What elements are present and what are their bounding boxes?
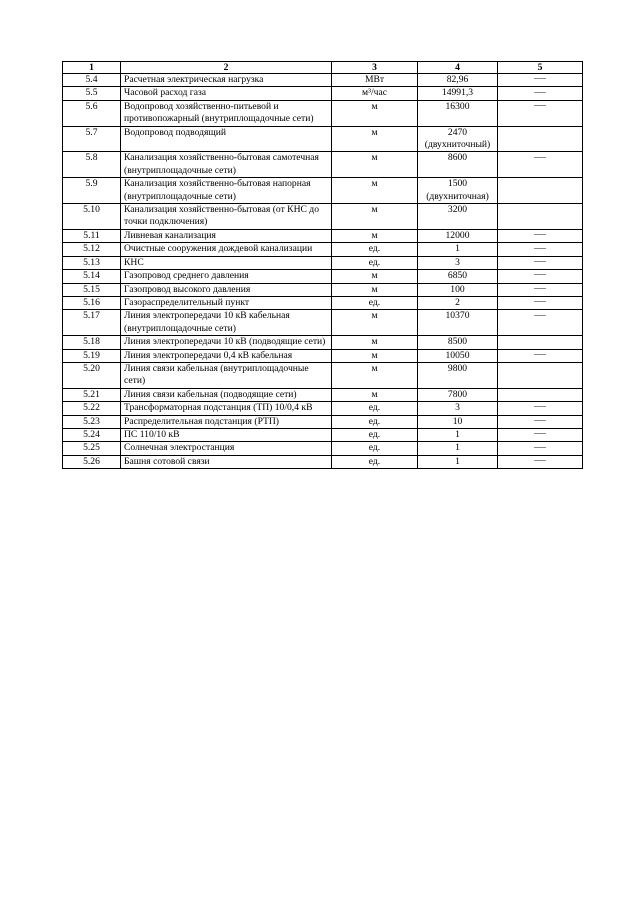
table-row xyxy=(63,310,583,336)
row-number: 5.20 xyxy=(63,362,121,388)
row-number: 5.21 xyxy=(63,388,121,401)
row-number: 5.24 xyxy=(63,428,121,441)
dash-mark xyxy=(534,433,546,434)
row-note xyxy=(498,229,583,242)
row-note xyxy=(498,243,583,256)
table-row xyxy=(63,270,583,283)
row-number: 5.22 xyxy=(63,402,121,415)
row-unit: ед. xyxy=(332,296,418,309)
row-note xyxy=(498,336,583,349)
row-number: 5.26 xyxy=(63,455,121,468)
table-row xyxy=(63,296,583,309)
row-unit: м xyxy=(332,283,418,296)
table-row xyxy=(63,415,583,428)
table-row xyxy=(63,100,583,126)
table-row xyxy=(63,442,583,455)
row-unit: м xyxy=(332,152,418,178)
table-row xyxy=(63,455,583,468)
row-number: 5.11 xyxy=(63,229,121,242)
row-note xyxy=(498,74,583,87)
row-quantity: 16300 xyxy=(418,100,498,126)
row-number: 5.16 xyxy=(63,296,121,309)
row-name: Башня сотовой связи xyxy=(121,455,332,468)
table-row xyxy=(63,349,583,362)
row-unit: ед. xyxy=(332,428,418,441)
row-quantity: 3 xyxy=(418,402,498,415)
table-row xyxy=(63,152,583,178)
row-unit: ед. xyxy=(332,455,418,468)
row-unit: ед. xyxy=(332,442,418,455)
row-note xyxy=(498,310,583,336)
dash-mark xyxy=(534,406,546,407)
row-name: Линия связи кабельная (подводящие сети) xyxy=(121,388,332,401)
row-unit: м xyxy=(332,229,418,242)
row-unit: м xyxy=(332,362,418,388)
row-unit: ед. xyxy=(332,415,418,428)
row-name: Солнечная электростанция xyxy=(121,442,332,455)
row-note xyxy=(498,204,583,230)
row-name: Канализация хозяйственно-бытовая самотечная (внутриплощадочные сети) xyxy=(121,152,332,178)
row-quantity: 2470 (двухниточный) xyxy=(418,126,498,152)
dash-mark xyxy=(534,248,546,249)
row-number: 5.5 xyxy=(63,87,121,100)
dash-mark xyxy=(534,92,546,93)
row-note xyxy=(498,428,583,441)
table-row xyxy=(63,388,583,401)
row-name: Канализация хозяйственно-бытовая (от КНС до точки подключения) xyxy=(121,204,332,230)
header-col-5: 5 xyxy=(498,62,583,74)
row-number: 5.12 xyxy=(63,243,121,256)
row-unit: м xyxy=(332,310,418,336)
header-row xyxy=(63,62,583,74)
row-unit: ед. xyxy=(332,243,418,256)
table-row xyxy=(63,178,583,204)
row-name: ПС 110/10 кВ xyxy=(121,428,332,441)
row-quantity: 10 xyxy=(418,415,498,428)
row-note xyxy=(498,402,583,415)
table-row xyxy=(63,362,583,388)
row-name: Линия электропередачи 0,4 кВ кабельная xyxy=(121,349,332,362)
row-name: Линия электропередачи 10 кВ кабельная (внутриплощадочные сети) xyxy=(121,310,332,336)
table-row xyxy=(63,243,583,256)
row-number: 5.10 xyxy=(63,204,121,230)
row-name: Канализация хозяйственно-бытовая напорная (внутриплощадочные сети) xyxy=(121,178,332,204)
row-number: 5.9 xyxy=(63,178,121,204)
row-name: Часовой расход газа xyxy=(121,87,332,100)
dash-mark xyxy=(534,78,546,79)
dash-mark xyxy=(534,261,546,262)
table-header xyxy=(63,62,583,74)
row-unit: м xyxy=(332,100,418,126)
table-row xyxy=(63,283,583,296)
row-unit: м xyxy=(332,388,418,401)
row-note xyxy=(498,256,583,269)
row-unit: м xyxy=(332,270,418,283)
row-name: Линия электропередачи 10 кВ (подводящие сети) xyxy=(121,336,332,349)
row-number: 5.4 xyxy=(63,74,121,87)
row-quantity: 8600 xyxy=(418,152,498,178)
row-quantity: 1500 (двухниточная) xyxy=(418,178,498,204)
row-name: Газопровод среднего давления xyxy=(121,270,332,283)
row-unit: м xyxy=(332,178,418,204)
row-number: 5.14 xyxy=(63,270,121,283)
row-unit: МВт xyxy=(332,74,418,87)
table-row xyxy=(63,428,583,441)
row-quantity: 1 xyxy=(418,455,498,468)
row-number: 5.15 xyxy=(63,283,121,296)
row-unit: м xyxy=(332,126,418,152)
row-name: Газораспределительный пункт xyxy=(121,296,332,309)
table-row xyxy=(63,87,583,100)
dash-mark xyxy=(534,288,546,289)
dash-mark xyxy=(534,234,546,235)
dash-mark xyxy=(534,315,546,316)
row-name: КНС xyxy=(121,256,332,269)
dash-mark xyxy=(534,105,546,106)
row-number: 5.13 xyxy=(63,256,121,269)
header-col-1: 1 xyxy=(63,62,121,74)
row-name: Распределительная подстанция (РТП) xyxy=(121,415,332,428)
row-note xyxy=(498,283,583,296)
row-quantity: 1 xyxy=(418,442,498,455)
row-name: Расчетная электрическая нагрузка xyxy=(121,74,332,87)
row-quantity: 10370 xyxy=(418,310,498,336)
row-quantity: 8500 xyxy=(418,336,498,349)
dash-mark xyxy=(534,274,546,275)
row-note xyxy=(498,126,583,152)
table-body xyxy=(63,74,583,469)
row-note xyxy=(498,362,583,388)
row-quantity: 7800 xyxy=(418,388,498,401)
table-row xyxy=(63,74,583,87)
row-number: 5.17 xyxy=(63,310,121,336)
row-number: 5.25 xyxy=(63,442,121,455)
row-quantity: 9800 xyxy=(418,362,498,388)
row-name: Водопровод подводящий xyxy=(121,126,332,152)
row-quantity: 10050 xyxy=(418,349,498,362)
row-note xyxy=(498,152,583,178)
row-name: Водопровод хозяйственно-питьевой и противопожарный (внутриплощадочные сети) xyxy=(121,100,332,126)
row-quantity: 3 xyxy=(418,256,498,269)
row-note xyxy=(498,442,583,455)
row-unit: м xyxy=(332,336,418,349)
row-name: Линия связи кабельная (внутриплощадочные сети) xyxy=(121,362,332,388)
row-number: 5.18 xyxy=(63,336,121,349)
row-name: Очистные сооружения дождевой канализации xyxy=(121,243,332,256)
row-quantity: 12000 xyxy=(418,229,498,242)
table-row xyxy=(63,229,583,242)
table-row xyxy=(63,204,583,230)
row-name: Трансформаторная подстанция (ТП) 10/0,4 кВ xyxy=(121,402,332,415)
row-number: 5.7 xyxy=(63,126,121,152)
row-unit: ед. xyxy=(332,402,418,415)
row-unit: м xyxy=(332,349,418,362)
header-col-4: 4 xyxy=(418,62,498,74)
specification-table xyxy=(62,61,583,469)
row-quantity: 1 xyxy=(418,243,498,256)
dash-mark xyxy=(534,460,546,461)
row-note xyxy=(498,388,583,401)
row-note xyxy=(498,349,583,362)
row-note xyxy=(498,87,583,100)
row-name: Газопровод высокого давления xyxy=(121,283,332,296)
row-number: 5.8 xyxy=(63,152,121,178)
row-name: Ливневая канализация xyxy=(121,229,332,242)
table-row xyxy=(63,402,583,415)
row-quantity: 100 xyxy=(418,283,498,296)
row-unit: м xyxy=(332,204,418,230)
row-quantity: 82,96 xyxy=(418,74,498,87)
row-note xyxy=(498,415,583,428)
header-col-2: 2 xyxy=(121,62,332,74)
dash-mark xyxy=(534,157,546,158)
row-number: 5.6 xyxy=(63,100,121,126)
row-quantity: 2 xyxy=(418,296,498,309)
table-row xyxy=(63,336,583,349)
dash-mark xyxy=(534,354,546,355)
dash-mark xyxy=(534,301,546,302)
row-unit: ед. xyxy=(332,256,418,269)
row-note xyxy=(498,296,583,309)
dash-mark xyxy=(534,420,546,421)
header-col-3: 3 xyxy=(332,62,418,74)
dash-mark xyxy=(534,447,546,448)
row-quantity: 6850 xyxy=(418,270,498,283)
row-number: 5.23 xyxy=(63,415,121,428)
row-note xyxy=(498,455,583,468)
row-quantity: 14991,3 xyxy=(418,87,498,100)
row-quantity: 3200 xyxy=(418,204,498,230)
row-number: 5.19 xyxy=(63,349,121,362)
row-note xyxy=(498,270,583,283)
table-row xyxy=(63,256,583,269)
row-quantity: 1 xyxy=(418,428,498,441)
table-row xyxy=(63,126,583,152)
row-unit: м³/час xyxy=(332,87,418,100)
row-note xyxy=(498,178,583,204)
row-note xyxy=(498,100,583,126)
